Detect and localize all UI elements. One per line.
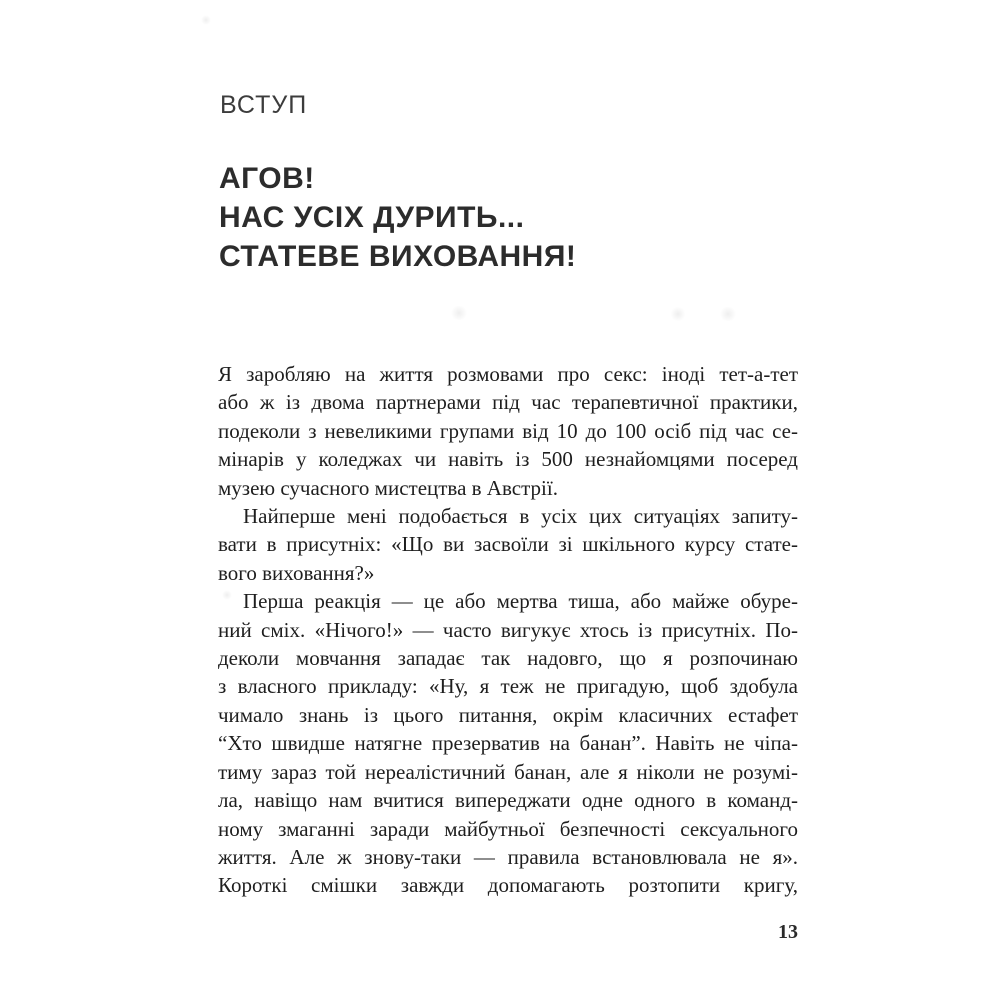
text-line: або ж із двома партнерами під час терапевтичної практики, xyxy=(218,390,798,415)
text-line: вого виховання?» xyxy=(218,560,375,585)
text-line: вати в присутніх: «Що ви засвоїли зі шкільного курсу стате- xyxy=(218,532,798,557)
text-line: Перша реакція — це або мертва тиша, або майже обуре- xyxy=(243,589,798,614)
text-line: тиму зараз той нереалістичний банан, але я ніколи не розумі- xyxy=(218,759,798,784)
paragraph xyxy=(218,587,798,899)
chapter-title-line: НАС УСІХ ДУРИТЬ... xyxy=(219,201,525,234)
text-line: Я заробляю на життя розмовами про секс: іноді тет-а-тет xyxy=(218,362,798,386)
chapter-title-line: СТАТЕВЕ ВИХОВАННЯ! xyxy=(219,240,577,273)
text-line: ний сміх. «Нічого!» — часто вигукує хтось із присутніх. По- xyxy=(218,617,798,642)
text-line: подеколи з невеликими групами від 10 до 100 осіб під час се- xyxy=(218,418,798,443)
text-line: Найперше мені подобається в усіх цих ситуаціях запиту- xyxy=(243,504,798,529)
chapter-kicker: ВСТУП xyxy=(220,91,308,119)
text-line: “Хто швидше натягне презерватив на банан”. Навіть не чіпа- xyxy=(218,731,798,756)
text-line: ному змаганні заради майбутньої безпечності сексуального xyxy=(218,816,798,841)
scan-artifact xyxy=(719,307,737,321)
text-line: деколи мовчання западає так надовго, що я розпочинаю xyxy=(218,646,798,671)
text-line: мінарів у коледжах чи навіть із 500 незнайомцями посеред xyxy=(218,447,798,472)
scan-artifact xyxy=(450,306,468,320)
text-line: ла, навіщо нам вчитися випереджати одне одного в команд- xyxy=(218,788,798,813)
page-number: 13 xyxy=(778,921,798,943)
text-line: з власного прикладу: «Ну, я теж не пригадую, щоб здобула xyxy=(218,674,798,699)
body-text xyxy=(218,360,798,900)
scan-artifact xyxy=(222,590,232,600)
text-line: Короткі смішки завжди допомагають розтопити кригу, xyxy=(218,873,798,898)
chapter-title-line: АГОВ! xyxy=(219,162,315,195)
text-line: музею сучасного мистецтва в Австрії. xyxy=(218,475,558,500)
chapter-title xyxy=(219,159,576,276)
scan-artifact xyxy=(201,15,211,25)
text-line: життя. Але ж знову-таки — правила встановлювала не я». xyxy=(218,844,798,869)
text-line: чимало знань із цього питання, окрім класичних естафет xyxy=(218,702,798,727)
paragraph xyxy=(218,360,798,502)
paragraph xyxy=(218,502,798,587)
scan-artifact xyxy=(670,307,686,321)
